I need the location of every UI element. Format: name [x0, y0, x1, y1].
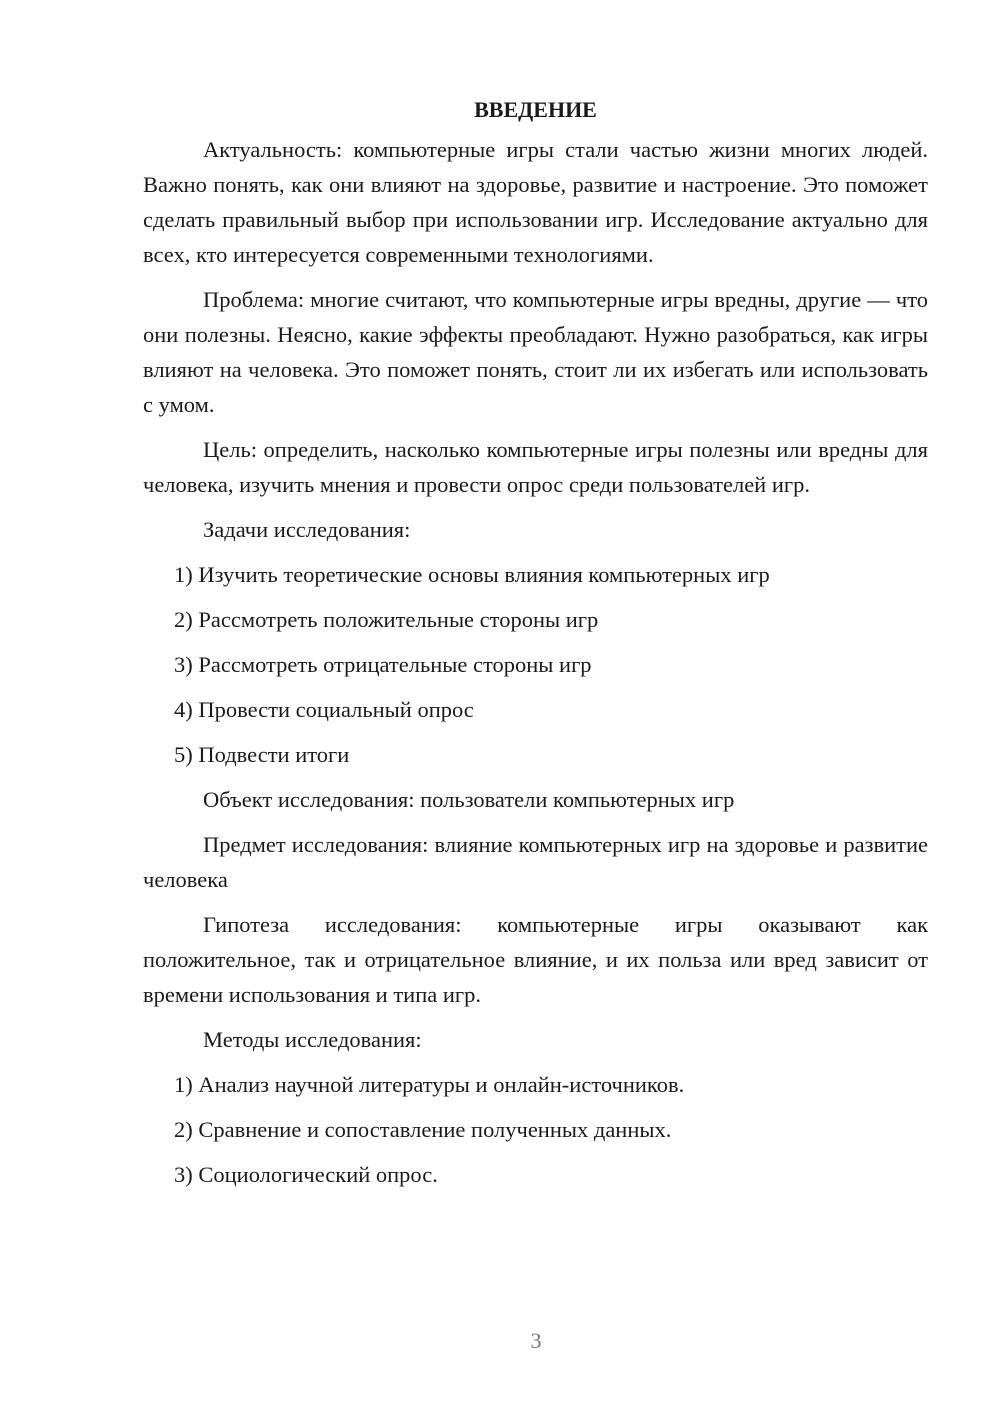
page-number: 3	[530, 1328, 542, 1353]
tasks-list	[143, 557, 928, 772]
hypothesis-paragraph: Гипотеза исследования: компьютерные игры оказывают как положительное, так и отрицательное влияние, и их польза или вред зависит от времени использования и типа игр.	[143, 912, 928, 1007]
list-item: 1) Анализ научной литературы и онлайн-источников.	[174, 1072, 685, 1097]
list-item: 1) Изучить теоретические основы влияния компьютерных игр	[174, 562, 770, 587]
object-paragraph: Объект исследования: пользователи компьютерных игр	[203, 787, 735, 812]
list-item: 5) Подвести итоги	[174, 742, 350, 767]
methods-list	[143, 1067, 928, 1192]
tasks-heading: Задачи исследования:	[203, 517, 411, 542]
list-item: 3) Социологический опрос.	[174, 1162, 438, 1187]
document-page	[143, 92, 928, 1202]
list-item: 3) Рассмотреть отрицательные стороны игр	[174, 652, 592, 677]
relevance-paragraph: Актуальность: компьютерные игры стали частью жизни многих людей. Важно понять, как они влияют на здоровье, развитие и настроение. Это поможет сделать правильный выбор при использовании игр. Исследование актуально для всех, кто интересуется современными технологиями.	[143, 137, 928, 267]
list-item: 2) Рассмотреть положительные стороны игр	[174, 607, 599, 632]
goal-paragraph: Цель: определить, насколько компьютерные игры полезны или вредны для человека, изучить мнения и провести опрос среди пользователей игр.	[143, 437, 928, 497]
list-item: 4) Провести социальный опрос	[174, 697, 474, 722]
list-item: 2) Сравнение и сопоставление полученных данных.	[174, 1117, 672, 1142]
subject-paragraph: Предмет исследования: влияние компьютерных игр на здоровье и развитие человека	[143, 832, 928, 892]
methods-heading: Методы исследования:	[203, 1027, 422, 1052]
page-title: ВВЕДЕНИЕ	[474, 97, 597, 122]
problem-paragraph: Проблема: многие считают, что компьютерные игры вредны, другие — что они полезны. Неясно, какие эффекты преобладают. Нужно разобраться, как игры влияют на человека. Это поможет понять, стоит ли их избегать или использовать с умом.	[143, 287, 928, 417]
